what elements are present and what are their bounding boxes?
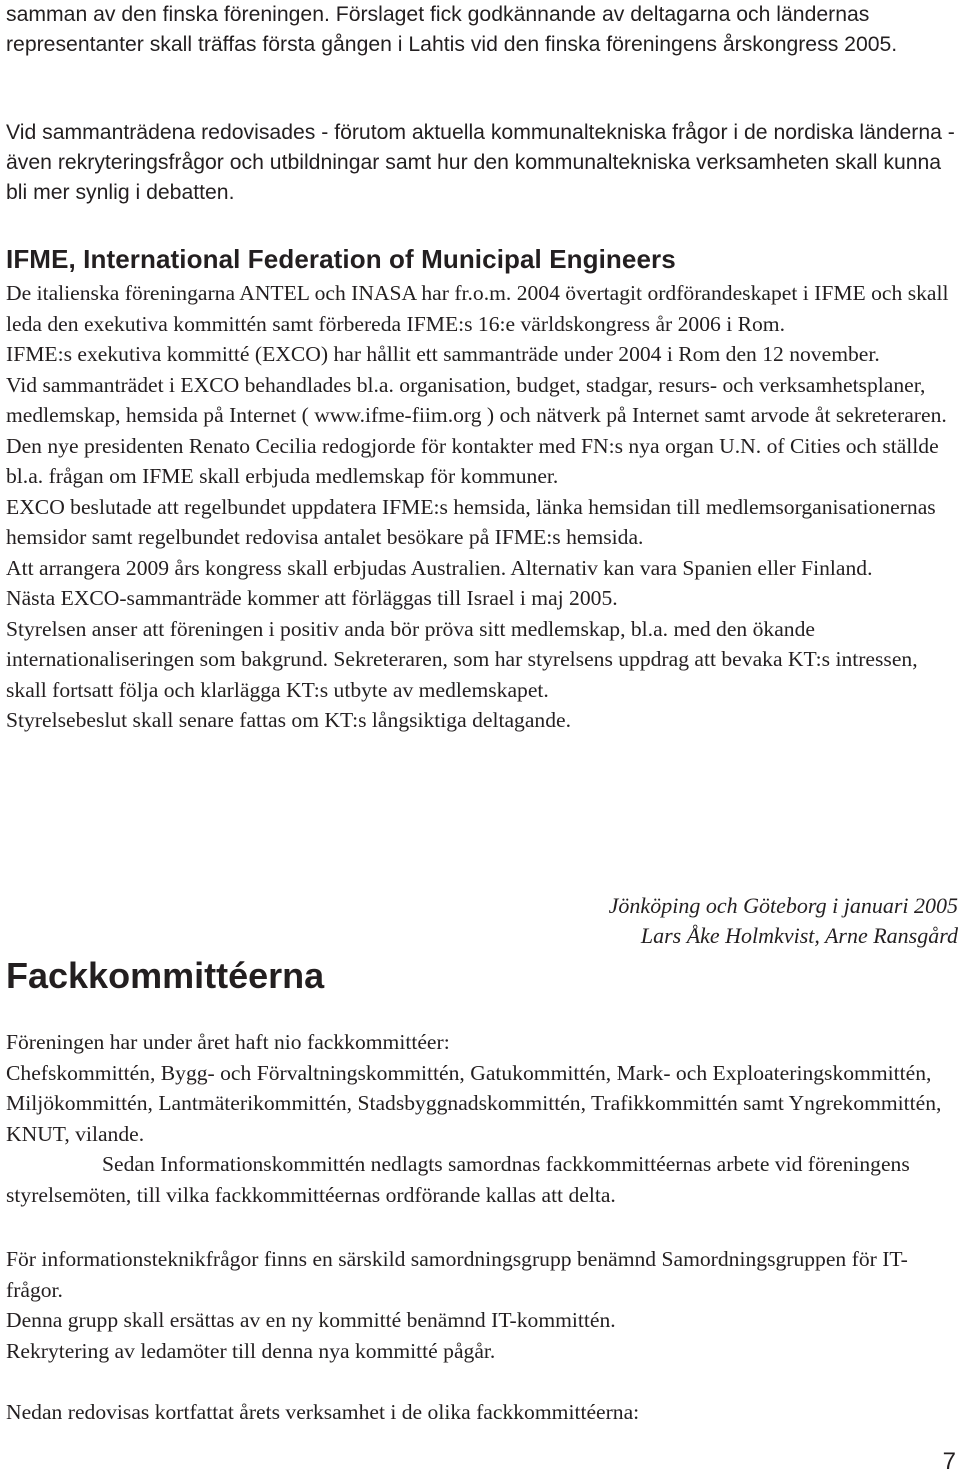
ifme-paragraph: Styrelsebeslut skall senare fattas om KT:s långsiktiga deltagande. [6, 708, 572, 732]
ifme-paragraph: EXCO beslutade att regelbundet uppdatera IFME:s hemsida, länka hemsidan till medlemsorganisationernas hemsidor samt regelbundet redovisa antalet besökare på IFME:s hemsida. [6, 494, 936, 549]
closing-paragraph: Nedan redovisas kortfattat årets verksamhet i de olika fackkommittéerna: [6, 1400, 640, 1424]
ifme-section-body [6, 278, 958, 736]
signature-names: Lars Åke Holmkvist, Arne Ransgård [640, 923, 958, 948]
ifme-paragraph: Att arrangera 2009 års kongress skall erbjudas Australien. Alternativ kan vara Spanien eller Finland. [6, 555, 873, 580]
paragraph-meetings: Vid sammanträdena redovisades - förutom aktuella kommunaltekniska frågor i de nordiska länderna - även rekryteringsfrågor och utbildningar samt hur den kommunaltekniska verksamheten skall kunna bli mer synlig i debatten. [6, 121, 955, 204]
ifme-paragraph: IFME:s exekutiva kommitté (EXCO) har hållit ett sammanträde under 2004 i Rom den 12 november. [6, 342, 880, 366]
fackkommitteer-section-body [6, 1027, 958, 1210]
fackkommitteer-intro: Föreningen har under året haft nio fackkommittéer: [6, 1030, 450, 1054]
committee-list: Chefskommittén, Bygg- och Förvaltningskommittén, Gatukommittén, Mark- och Exploateringskommittén, Miljökommittén, Lantmäterikommittén, Stadsbyggnadskommittén, Trafikkommittén samt Yngrekommittén, KNUT, vilande. [6, 1060, 942, 1146]
fackkommitteer-heading: Fackkommittéerna [6, 955, 325, 996]
ifme-paragraph: Vid sammanträdet i EXCO behandlades bl.a. organisation, budget, stadgar, resurs- och verksamhetsplaner, medlemskap, hemsida på Internet ( www.ifme-fiim.org ) och nätverk på Internet samt arvode åt sekreteraren. [6, 372, 947, 427]
it-paragraph: Rekrytering av ledamöter till denna nya kommitté pågår. [6, 1338, 496, 1363]
signature-place-date: Jönköping och Göteborg i januari 2005 [608, 893, 958, 918]
ifme-paragraph: Styrelsen anser att föreningen i positiv anda bör pröva sitt medlemskap, bl.a. med den ökande internationaliseringen som bakgrund. Sekreteraren, som har styrelsens uppdrag att bevaka KT:s intressen, skall fortsatt följa och klarlägga KT:s utbyte av medlemskapet. [6, 616, 918, 702]
ifme-heading: IFME, International Federation of Municipal Engineers [6, 244, 676, 274]
it-section-body [6, 1244, 958, 1366]
coordination-paragraph: Sedan Informationskommittén nedlagts samordnas fackkommittéernas arbete vid föreningens styrelsemöten, till vilka fackkommittéernas ordförande kallas att delta. [6, 1152, 910, 1207]
paragraph-finnish-association: samman av den finska föreningen. Förslaget fick godkännande av deltagarna och ländernas representanter skall träffas första gången i Lahtis vid den finska föreningens årskongress 2005. [6, 3, 898, 56]
it-paragraph: Denna grupp skall ersättas av en ny kommitté benämnd IT-kommittén. [6, 1308, 616, 1332]
ifme-paragraph: De italienska föreningarna ANTEL och INASA har fr.o.m. 2004 övertagit ordförandeskapet i IFME och skall leda den exekutiva kommittén samt förbereda IFME:s 16:e världskongress år 2006 i Rom. [6, 281, 949, 336]
it-paragraph: För informationsteknikfrågor finns en särskild samordningsgrupp benämnd Samordningsgruppen för IT-frågor. [6, 1247, 908, 1302]
ifme-paragraph: Nästa EXCO-sammanträde kommer att förläggas till Israel i maj 2005. [6, 586, 618, 610]
ifme-paragraph: Den nye presidenten Renato Cecilia redogjorde för kontakter med FN:s nya organ U.N. of Cities och ställde bl.a. frågan om IFME skall erbjuda medlemskap för kommuner. [6, 433, 939, 488]
page-number: 7 [942, 1448, 956, 1475]
